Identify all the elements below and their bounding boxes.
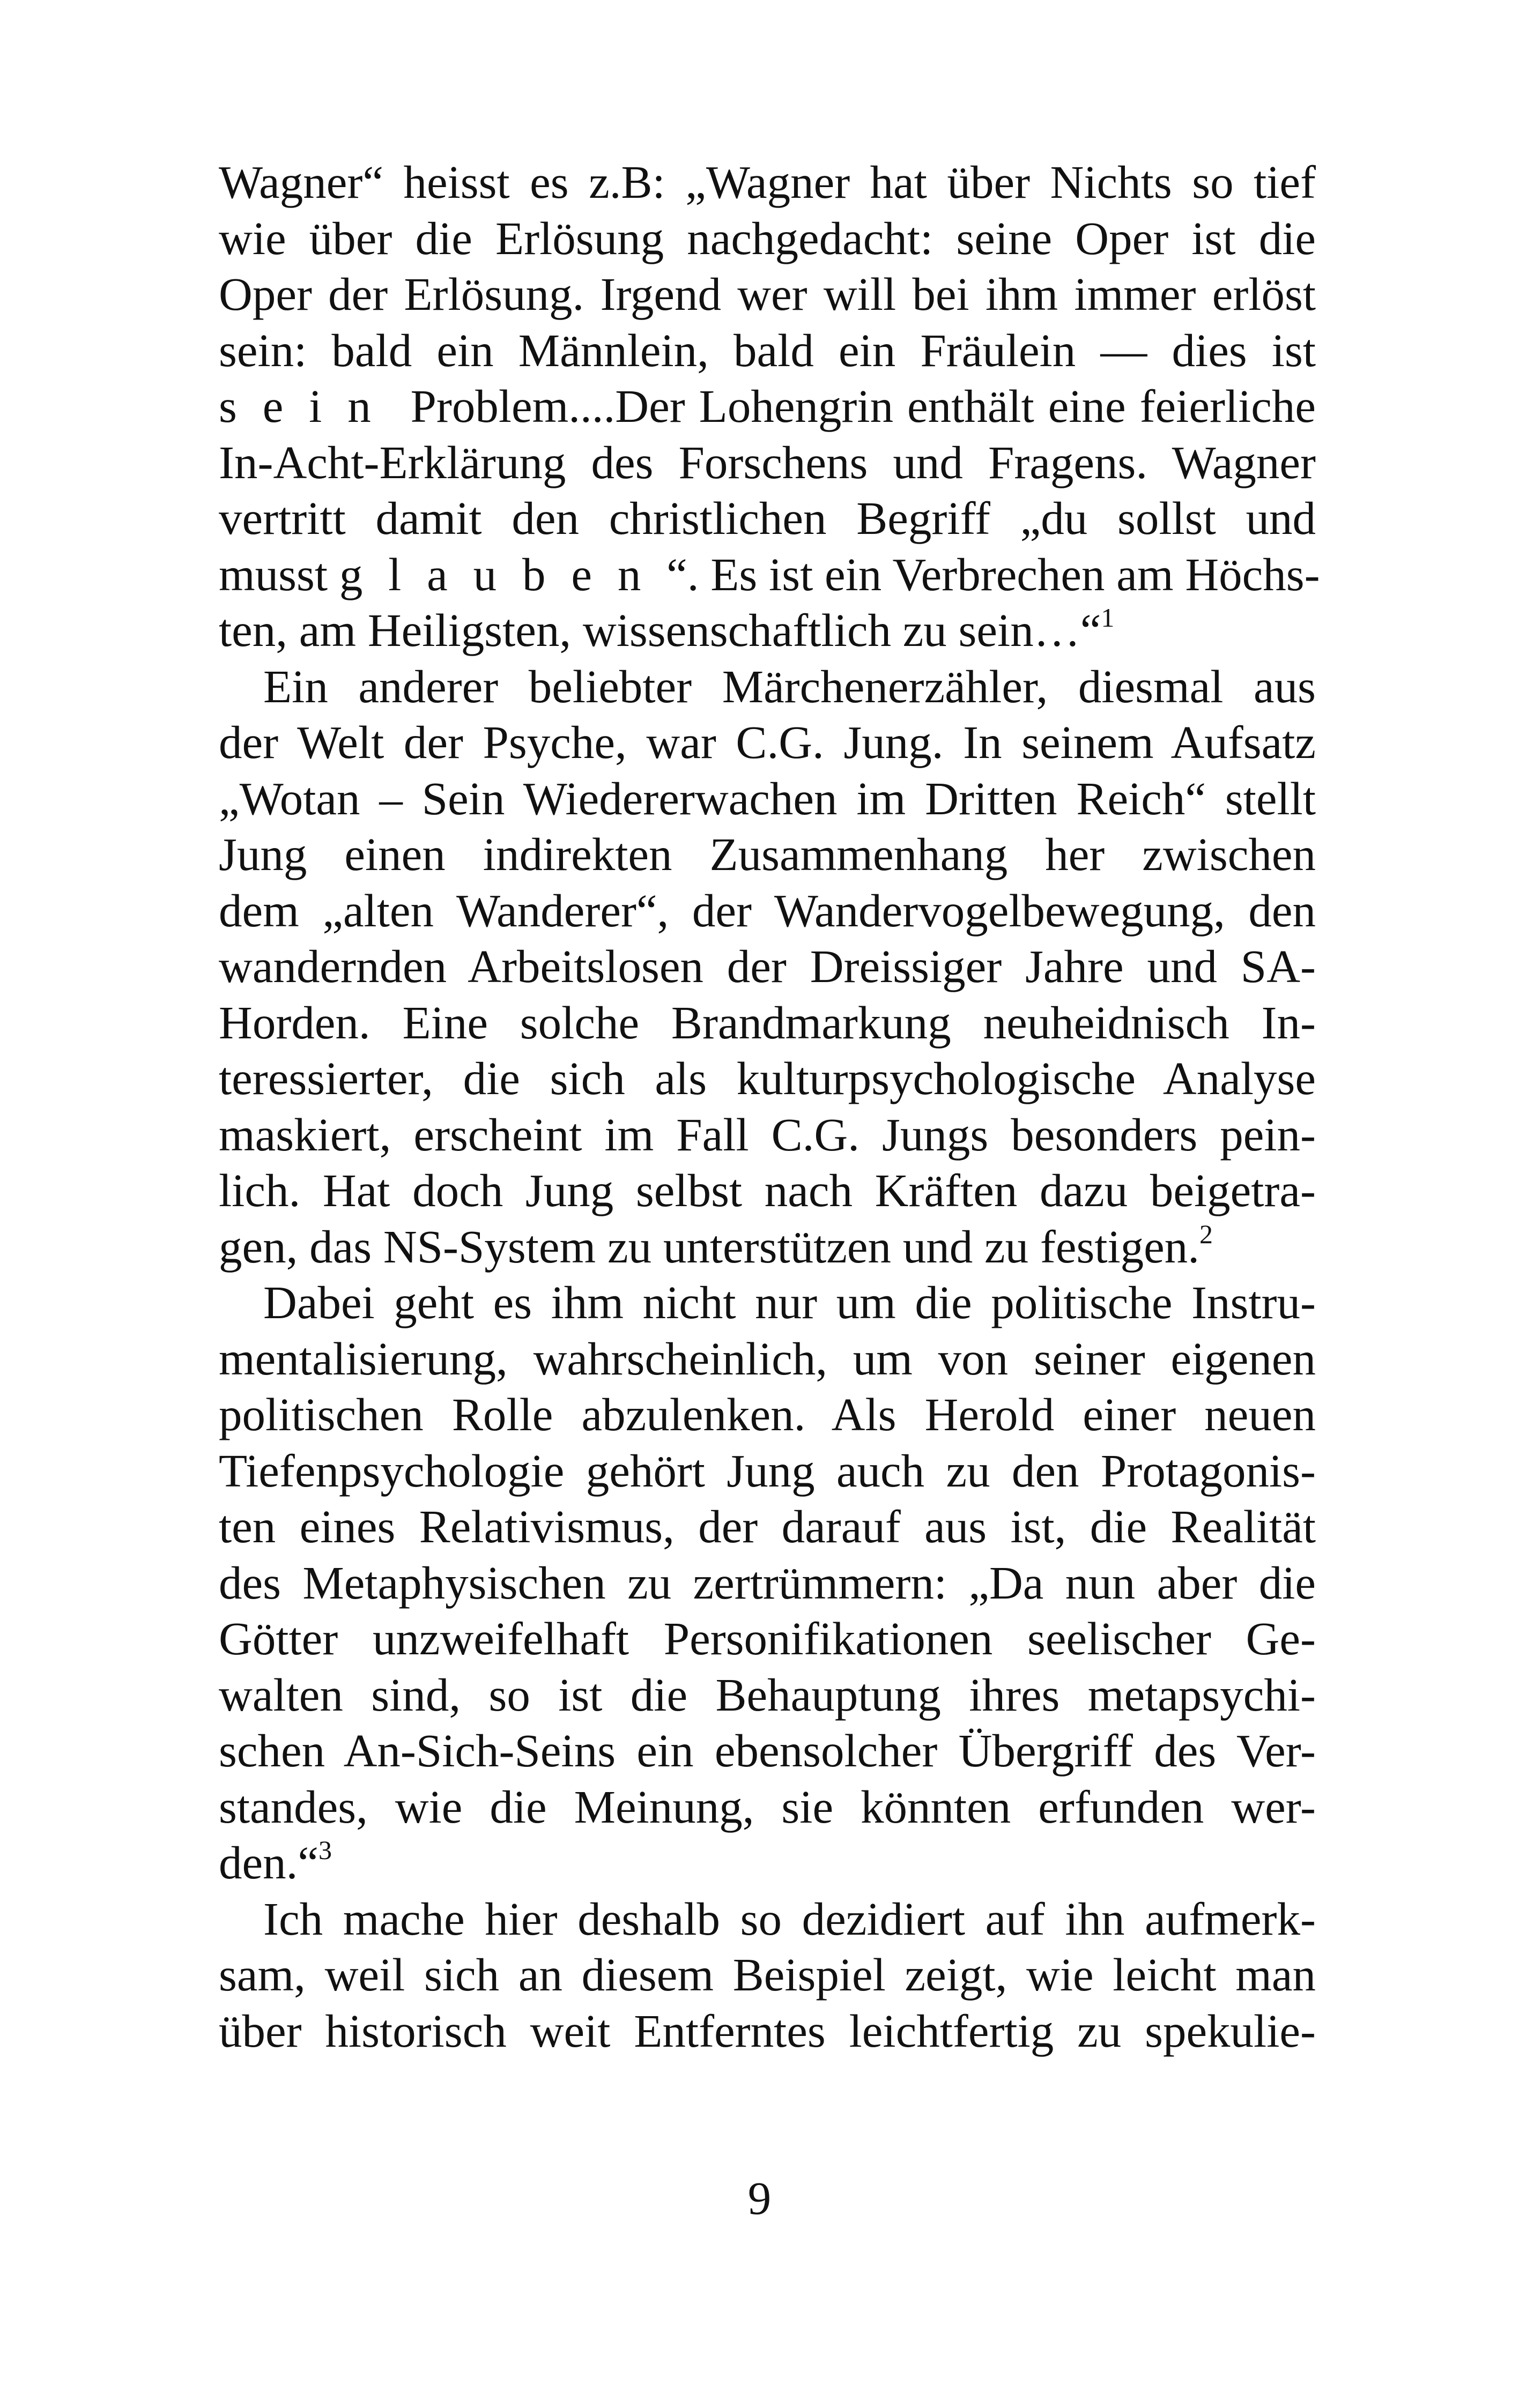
text-line: „Wotan – Sein Wiedererwachen im Dritten Reich“ stellt <box>219 772 1316 824</box>
text-line: Dabei geht es ihm nicht nur um die politische Instru- <box>263 1276 1316 1328</box>
spaced-emphasis: glauben <box>339 548 667 600</box>
text-line: Götter unzweifelhaft Personifikationen seelischer Ge- <box>219 1612 1316 1664</box>
text-line: der Welt der Psyche, war C.G. Jung. In seinem Aufsatz <box>219 716 1316 768</box>
body-text <box>219 154 1320 2059</box>
text-line: Oper der Erlösung. Irgend wer will bei ihm immer erlöst <box>219 268 1316 320</box>
text-fragment: Problem....Der Lohengrin enthält eine feierliche <box>396 380 1316 432</box>
text-line: standes, wie die Meinung, sie könnten erfunden wer- <box>219 1780 1316 1833</box>
text-fragment: musst <box>219 548 339 600</box>
spaced-emphasis: sein <box>219 380 397 432</box>
text-line: wandernden Arbeitslosen der Dreissiger Jahre und SA- <box>219 940 1316 992</box>
text-line: dem „alten Wanderer“, der Wandervogelbewegung, den <box>219 884 1316 937</box>
text-line: Wagner“ heisst es z.B: „Wagner hat über Nichts so tief <box>219 156 1316 208</box>
text-line: sam, weil sich an diesem Beispiel zeigt, wie leicht man <box>219 1949 1316 2001</box>
text-line: mentalisierung, wahrscheinlich, um von seiner eigenen <box>219 1332 1316 1385</box>
text-fragment: “. Es ist ein Verbrechen am Höchs- <box>666 548 1320 600</box>
text-line: des Metaphysischen zu zertrümmern: „Da nun aber die <box>219 1556 1316 1609</box>
text-fragment: gen, das NS-System zu unterstützen und zu festigen. <box>219 1220 1200 1273</box>
text-line <box>219 1835 1316 1891</box>
text-line: ten eines Relativismus, der darauf aus ist, die Realität <box>219 1500 1316 1552</box>
footnote-marker: 1 <box>1101 603 1115 633</box>
text-line: Tiefenpsychologie gehört Jung auch zu den Protagonis- <box>219 1444 1316 1497</box>
text-line: vertritt damit den christlichen Begriff „du sollst und <box>219 492 1316 544</box>
text-line: Ein anderer beliebter Märchenerzähler, diesmal aus <box>263 660 1316 712</box>
text-line: Ich mache hier deshalb so dezidiert auf ihn aufmerk- <box>263 1892 1316 1945</box>
text-fragment: den.“ <box>219 1837 318 1889</box>
text-line: lich. Hat doch Jung selbst nach Kräften dazu beigetra- <box>219 1164 1316 1216</box>
page-number: 9 <box>747 2172 772 2224</box>
text-line <box>219 603 1316 659</box>
footnote-marker: 3 <box>318 1835 332 1865</box>
text-line: schen An-Sich-Seins ein ebensolcher Übergriff des Ver- <box>219 1725 1316 1777</box>
text-line: teressierter, die sich als kulturpsychologische Analyse <box>219 1052 1316 1104</box>
text-fragment: ten, am Heiligsten, wissenschaftlich zu sein…“ <box>219 604 1101 656</box>
text-line: maskiert, erscheint im Fall C.G. Jungs besonders pein- <box>219 1108 1316 1161</box>
footnote-marker: 2 <box>1199 1218 1213 1249</box>
text-line: In-Acht-Erklärung des Forschens und Fragens. Wagner <box>219 436 1316 488</box>
text-line <box>219 1219 1316 1275</box>
text-line <box>219 547 1320 603</box>
text-line <box>219 378 1316 435</box>
text-line: wie über die Erlösung nachgedacht: seine Oper ist die <box>219 212 1316 264</box>
text-line: politischen Rolle abzulenken. Als Herold einer neuen <box>219 1388 1316 1440</box>
text-line: über historisch weit Entferntes leichtfertig zu spekulie- <box>219 2004 1316 2057</box>
text-line: walten sind, so ist die Behauptung ihres metapsychi- <box>219 1668 1316 1721</box>
text-line: Jung einen indirekten Zusammenhang her zwischen <box>219 828 1316 880</box>
text-line: Horden. Eine solche Brandmarkung neuheidnisch In- <box>219 996 1316 1049</box>
text-line: sein: bald ein Männlein, bald ein Fräulein — dies ist <box>219 324 1316 376</box>
